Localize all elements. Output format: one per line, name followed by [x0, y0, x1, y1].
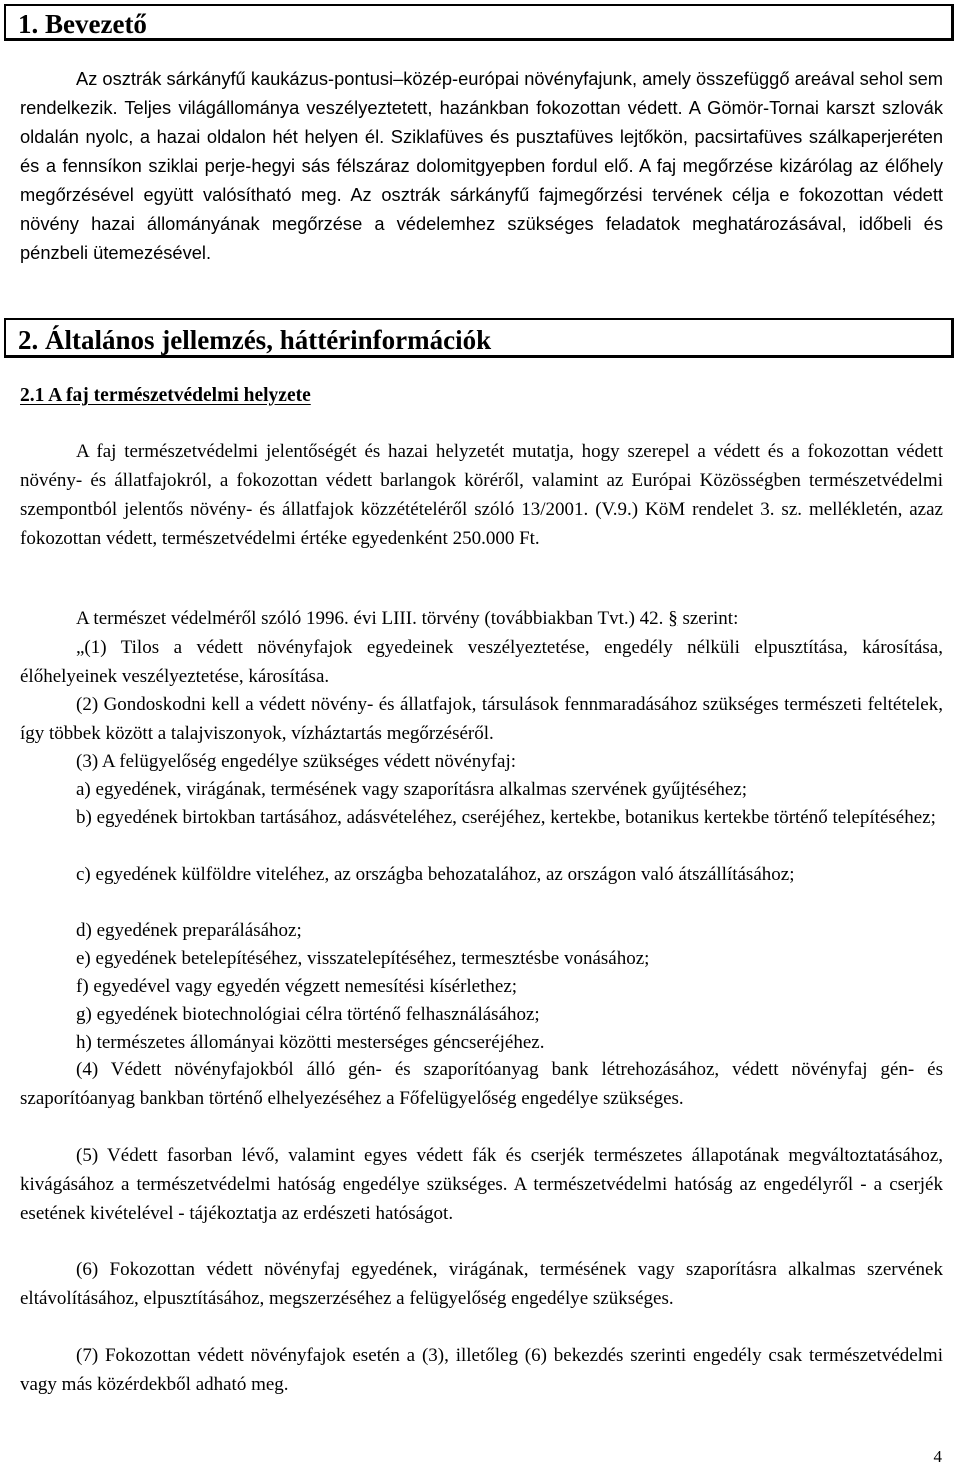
- subsection-heading: 2.1 A faj természetvédelmi helyzete: [20, 385, 311, 406]
- section-heading-general: 2. Általános jellemzés, háttérinformációk: [4, 318, 954, 358]
- law-intro-suffix: szerint:: [682, 608, 739, 629]
- law-item: f) egyedével vagy egyedén végzett nemesítési kísérlethez;: [76, 976, 518, 997]
- page-number: 4: [933, 1447, 942, 1466]
- law-item: b) egyedének birtokban tartásához, adásvételéhez, cseréjéhez, kertekbe, botanikus kertekbe történő telepítéséhez;: [76, 807, 936, 828]
- law-item: g) egyedének biotechnológiai célra történő felhasználásához;: [76, 1004, 540, 1025]
- conservation-status-paragraph: A faj természetvédelmi jelentőségét és hazai helyzetét mutatja, hogy szerepel a védett és a fokozottan védett növény- és állatfajokról, a fokozottan védett barlangok köréről, valamint az Európai Közösségben természetvédelmi szempontból jelentős növény- és állatfajok közzétételéről szóló 13/2001. (V.9.) KöM rendelet 3. sz. mellékletén, azaz fokozottan védett, természetvédelmi értéke egyedenként 250.000 Ft.: [20, 441, 943, 549]
- law-intro-line: [20, 604, 943, 633]
- law-item: d) egyedének preparálásához;: [76, 920, 302, 941]
- section-sign: §: [668, 608, 678, 629]
- law-item: a) egyedének, virágának, termésének vagy szaporításra alkalmas szervének gyűjtéséhez;: [76, 779, 748, 800]
- law-item: c) egyedének külföldre viteléhez, az országba behozatalához, az országon való átszállításához;: [76, 864, 795, 885]
- law-item: (7) Fokozottan védett növényfajok esetén a (3), illetőleg (6) bekezdés szerinti engedély csak természetvédelmi vagy más közérdekből adható meg.: [20, 1345, 943, 1395]
- section-heading-introduction: 1. Bevezető: [4, 4, 954, 41]
- law-item: (2) Gondoskodni kell a védett növény- és állatfajok, társulások fennmaradásához szükséges természeti feltételek, így többek között a talajviszonyok, vízháztartás megőrzéséről.: [20, 694, 943, 744]
- law-item: (3) A felügyelőség engedélye szükséges védett növényfaj:: [76, 751, 517, 772]
- intro-paragraph: Az osztrák sárkányfű kaukázus-pontusi–közép-európai növényfajunk, amely összefüggő areával sehol sem rendelkezik. Teljes világállománya veszélyeztetett, hazánkban fokozottan védett. A Gömör-Tornai karszt szlovák oldalán nyolc, a hazai oldalon hét helyen él. Sziklafüves és pusztafüves lejtőkön, pacsirtafüves szálkaperjeréten és a fennsíkon sziklai perje-hegyi sás félszáraz dolomitgyepben fordul elő. A faj megőrzése kizárólag az élőhely megőrzésével együtt valósítható meg. Az osztrák sárkányfű fajmegőrzési tervének célja e fokozottan védett növény hazai állományának megőrzése a védelemhez szükséges feladatok meghatározásával, időbeli és pénzbeli ütemezésével.: [20, 68, 943, 263]
- law-item: (4) Védett növényfajokból álló gén- és szaporítóanyag bank létrehozásához, védett növényfaj gén- és szaporítóanyag bankban történő elhelyezéséhez a Főfelügyelőség engedélye szükséges.: [20, 1059, 943, 1109]
- law-item: (5) Védett fasorban lévő, valamint egyes védett fák és cserjék természetes állapotának megváltoztatásához, kivágásához a természetvédelmi hatóság engedélye szükséges. A természetvédelmi hatóság az engedélyről - a cserjék esetének kivételével - tájékoztatja az erdészeti hatóságot.: [20, 1145, 943, 1224]
- law-item: (6) Fokozottan védett növényfaj egyedének, virágának, termésének vagy szaporításra alkalmas szervének eltávolításához, elpusztításához, megszerzéséhez a felügyelőség engedélye szükséges.: [20, 1259, 943, 1309]
- law-item: e) egyedének betelepítéséhez, visszatelepítéséhez, termesztésbe vonásához;: [76, 948, 650, 969]
- law-intro-text: A természet védelméről szóló 1996. évi LIII. törvény (továbbiakban Tvt.) 42.: [76, 608, 664, 629]
- law-item: „(1) Tilos a védett növényfajok egyedeinek veszélyeztetése, engedély nélküli elpusztítása, károsítása, élőhelyeinek veszélyeztetése, károsítása.: [20, 637, 943, 687]
- law-item: h) természetes állományai közötti mesterséges géncseréjéhez.: [76, 1032, 545, 1053]
